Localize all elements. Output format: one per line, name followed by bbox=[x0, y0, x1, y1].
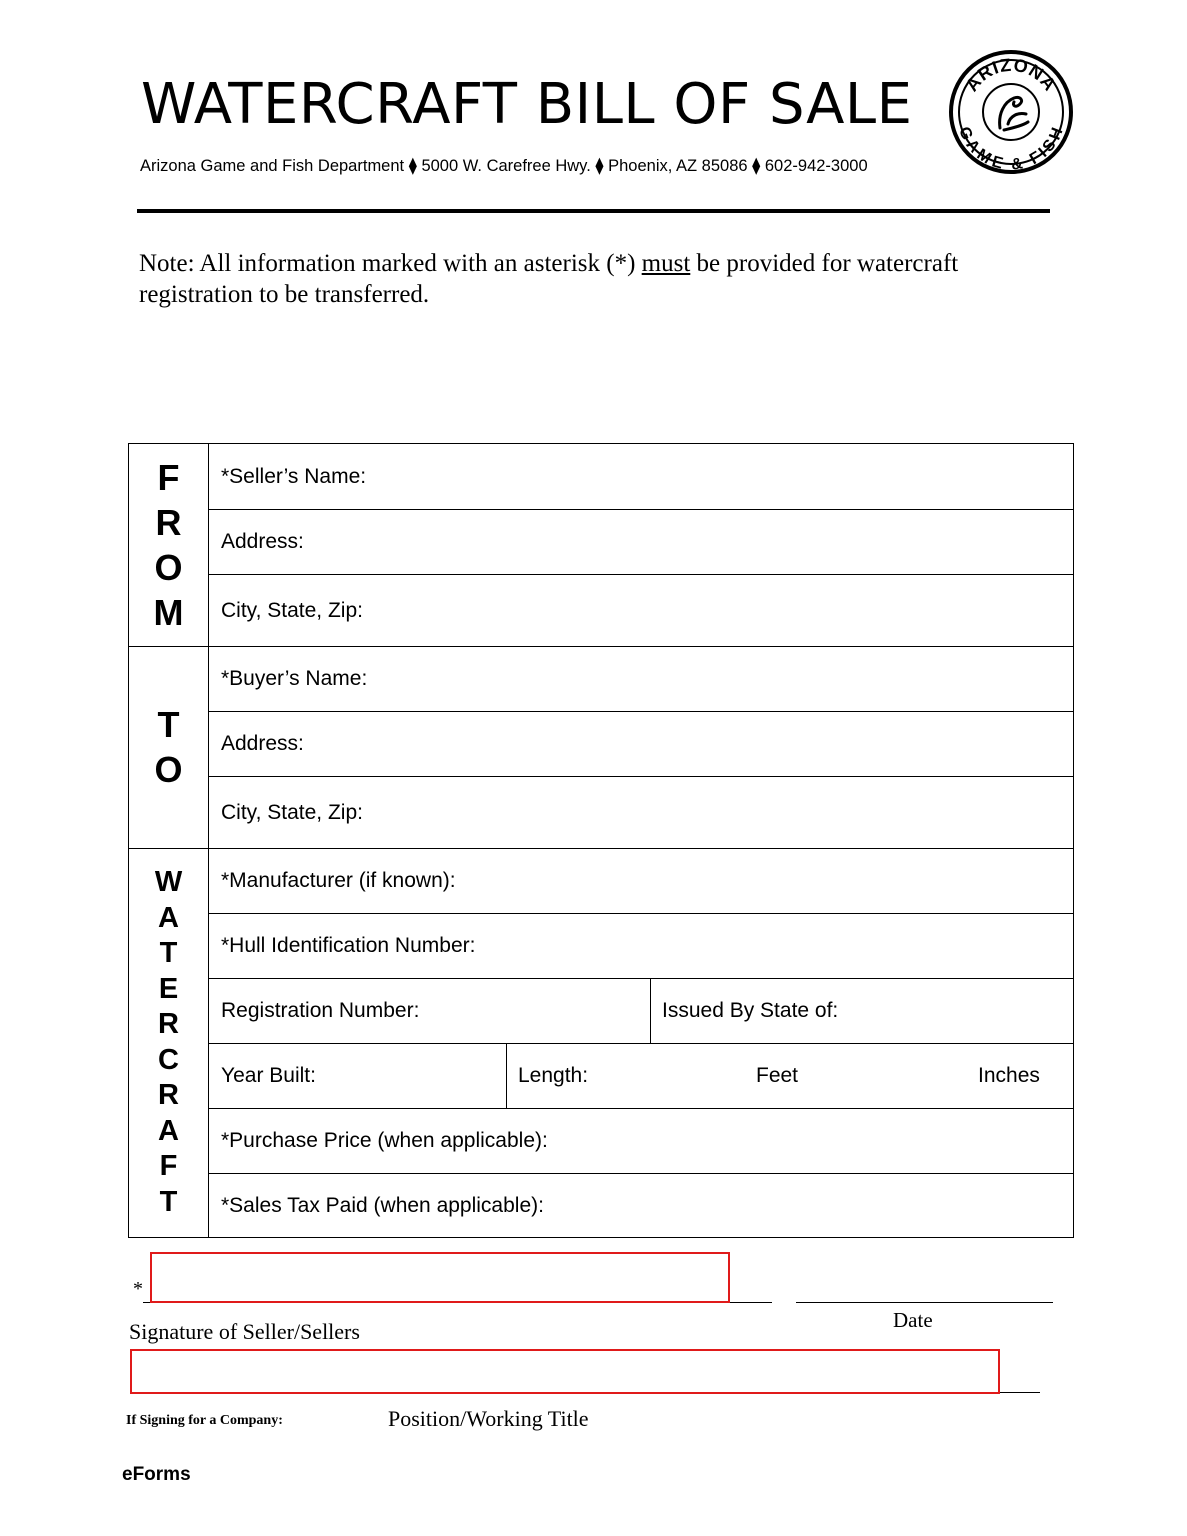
seller-address-field[interactable]: Address: bbox=[221, 530, 304, 553]
arizona-game-fish-logo bbox=[948, 50, 1074, 174]
required-asterisk: * bbox=[133, 1278, 143, 1300]
row-divider bbox=[209, 574, 1073, 575]
instruction-note bbox=[139, 248, 1069, 310]
date-line bbox=[796, 1302, 1053, 1303]
length-feet-label: Feet bbox=[756, 1064, 799, 1087]
buyer-address-field[interactable]: Address: bbox=[221, 732, 304, 755]
watercraft-letter: T bbox=[159, 1185, 178, 1218]
from-letter: M bbox=[153, 592, 184, 633]
watercraft-letter: C bbox=[158, 1043, 179, 1076]
department-address: Arizona Game and Fish Department ⧫ 5000 W. Carefree Hwy. ⧫ Phoenix, AZ 85086 ⧫ 602-942-3000 bbox=[140, 157, 868, 175]
note-text-end: be provided for watercraft registration to be transferred. bbox=[139, 250, 959, 308]
svg-text:GAME & FISH bbox=[955, 125, 1067, 174]
watercraft-letter: A bbox=[158, 1114, 179, 1147]
note-text-start: Note: All information marked with an asterisk (*) bbox=[139, 250, 642, 277]
page-title: WATERCRAFT BILL OF SALE bbox=[141, 72, 913, 137]
row-divider bbox=[209, 978, 1073, 979]
eforms-brand: eForms bbox=[122, 1464, 191, 1485]
row-divider bbox=[209, 711, 1073, 712]
length-inches-label: Inches bbox=[978, 1064, 1040, 1087]
row-divider bbox=[209, 509, 1073, 510]
watercraft-letter: A bbox=[158, 901, 179, 934]
year-built-field[interactable]: Year Built: bbox=[221, 1064, 316, 1087]
to-letter: O bbox=[154, 749, 183, 790]
watercraft-letter: R bbox=[158, 1079, 179, 1111]
purchase-price-field[interactable]: *Purchase Price (when applicable): bbox=[221, 1129, 548, 1152]
seller-signature-label: Signature of Seller/Sellers bbox=[129, 1319, 360, 1344]
seller-city-state-zip-field[interactable]: City, State, Zip: bbox=[221, 599, 363, 622]
watercraft-letter: W bbox=[154, 866, 183, 898]
registration-number-field[interactable]: Registration Number: bbox=[221, 999, 420, 1022]
logo-text-bottom: GAME & FISH bbox=[955, 124, 1067, 174]
position-title-label: Position/Working Title bbox=[388, 1406, 589, 1431]
section-label-to bbox=[129, 646, 209, 848]
seller-signature-input[interactable] bbox=[150, 1252, 730, 1303]
watercraft-letter: F bbox=[159, 1150, 178, 1182]
section-label-watercraft bbox=[129, 848, 209, 1237]
company-signing-label: If Signing for a Company: bbox=[126, 1413, 283, 1428]
seller-name-field[interactable]: *Seller’s Name: bbox=[221, 465, 367, 488]
section-divider bbox=[129, 848, 1073, 849]
section-label-from bbox=[129, 444, 209, 646]
sales-tax-field[interactable]: *Sales Tax Paid (when applicable): bbox=[221, 1194, 544, 1217]
watercraft-letter: E bbox=[158, 972, 179, 1005]
row-divider bbox=[209, 913, 1073, 914]
watercraft-letter: R bbox=[158, 1008, 179, 1040]
note-emphasis: must bbox=[641, 250, 691, 277]
bird-emblem-icon bbox=[1000, 97, 1028, 130]
manufacturer-field[interactable]: *Manufacturer (if known): bbox=[221, 869, 456, 892]
watercraft-letter: T bbox=[159, 937, 178, 969]
to-letter: T bbox=[157, 704, 180, 745]
row-divider bbox=[209, 1173, 1073, 1174]
column-divider bbox=[506, 1043, 507, 1108]
logo-text-top: ARIZONA bbox=[961, 54, 1061, 96]
buyer-city-state-zip-field[interactable]: City, State, Zip: bbox=[221, 801, 363, 824]
position-title-input[interactable] bbox=[130, 1349, 1000, 1394]
row-divider bbox=[209, 1043, 1073, 1044]
length-field[interactable]: Length: bbox=[518, 1064, 589, 1087]
bill-of-sale-form bbox=[128, 443, 1074, 1238]
hull-id-field[interactable]: *Hull Identification Number: bbox=[221, 934, 476, 957]
header-divider bbox=[137, 209, 1050, 213]
from-letter: O bbox=[154, 547, 183, 588]
from-letter: R bbox=[155, 502, 182, 543]
row-divider bbox=[209, 1108, 1073, 1109]
buyer-name-field[interactable]: *Buyer’s Name: bbox=[221, 667, 368, 690]
section-divider bbox=[129, 646, 1073, 647]
row-divider bbox=[209, 776, 1073, 777]
issued-by-state-field[interactable]: Issued By State of: bbox=[662, 999, 839, 1022]
date-label: Date bbox=[893, 1308, 933, 1332]
from-letter: F bbox=[157, 457, 180, 498]
column-divider bbox=[650, 978, 651, 1043]
